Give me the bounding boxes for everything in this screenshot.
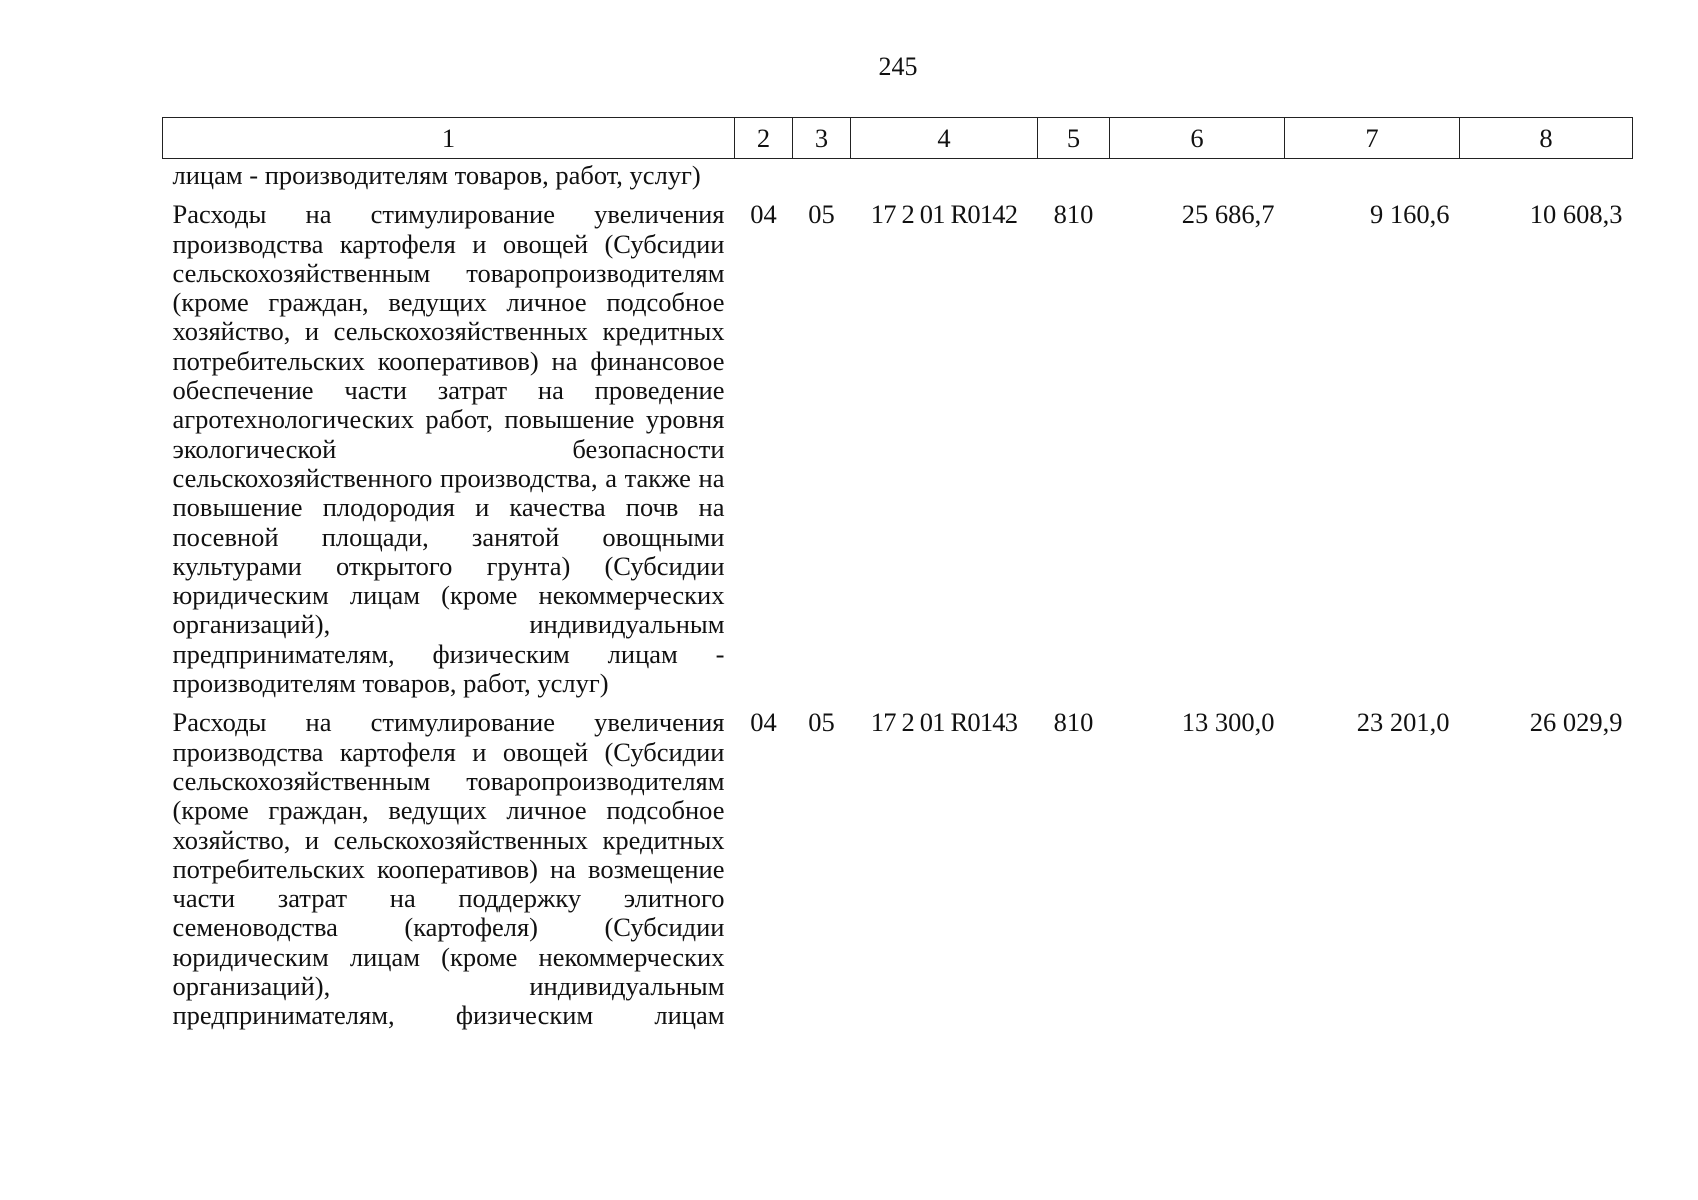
- row-description: Расходы на стимулирование увеличения производства картофеля и овощей (Субсидии сельскохозяйственным товаропроизводителям (кроме граждан, ведущих личное подсобное хозяйство, и сельскохозяйственных кредитных потребительских кооперативов) на возмещение части затрат на поддержку элитного семеноводства (картофеля) (Субсидии юридическим лицам (кроме некоммерческих организаций), индивидуальным предпринимателям, физическим лицам: [172, 707, 725, 1031]
- row-amount-8: 10 608,3: [1529, 199, 1623, 230]
- column-header-7: 7: [1285, 118, 1460, 159]
- row-target-article: 17 2 01 R0143: [870, 707, 1018, 738]
- header-row: [163, 118, 1633, 159]
- row-target-article: 17 2 01 R0142: [870, 199, 1018, 230]
- row-amount-6: 13 300,0: [1181, 707, 1275, 738]
- table-row: [163, 200, 1633, 708]
- page-number: 245: [878, 52, 918, 81]
- row-section: 04: [750, 199, 777, 230]
- row-amount-7: 9 160,6: [1370, 199, 1450, 230]
- column-header-8: 8: [1460, 118, 1633, 159]
- column-header-5: 5: [1038, 118, 1110, 159]
- row-subsection: 05: [808, 707, 835, 738]
- row-amount-7: 23 201,0: [1356, 707, 1450, 738]
- column-header-1: 1: [163, 118, 735, 159]
- row-amount-6: 25 686,7: [1181, 199, 1275, 230]
- budget-table: [162, 117, 1633, 1041]
- column-header-6: 6: [1110, 118, 1285, 159]
- row-section: 04: [750, 707, 777, 738]
- table-header: [163, 118, 1633, 159]
- table-body: [163, 159, 1633, 1041]
- row-description: лицам - производителям товаров, работ, услуг): [172, 160, 701, 190]
- row-description: Расходы на стимулирование увеличения производства картофеля и овощей (Субсидии сельскохозяйственным товаропроизводителям (кроме граждан, ведущих личное подсобное хозяйство, и сельскохозяйственных кредитных потребительских кооперативов) на финансовое обеспечение части затрат на проведение агротехнологических работ, повышение уровня экологической безопасности сельскохозяйственного производства, а также на повышение плодородия и качества почв на посевной площади, занятой овощными культурами открытого грунта) (Субсидии юридическим лицам (кроме некоммерческих организаций), индивидуальным предпринимателям, физическим лицам - производителям товаров, работ, услуг): [172, 199, 725, 699]
- table-row: [163, 708, 1633, 1040]
- row-amount-8: 26 029,9: [1529, 707, 1623, 738]
- column-header-3: 3: [793, 118, 851, 159]
- row-expense-type: 810: [1053, 199, 1094, 230]
- column-header-4: 4: [851, 118, 1038, 159]
- table-row-continuation: [163, 159, 1633, 201]
- row-expense-type: 810: [1053, 707, 1094, 738]
- row-subsection: 05: [808, 199, 835, 230]
- column-header-2: 2: [735, 118, 793, 159]
